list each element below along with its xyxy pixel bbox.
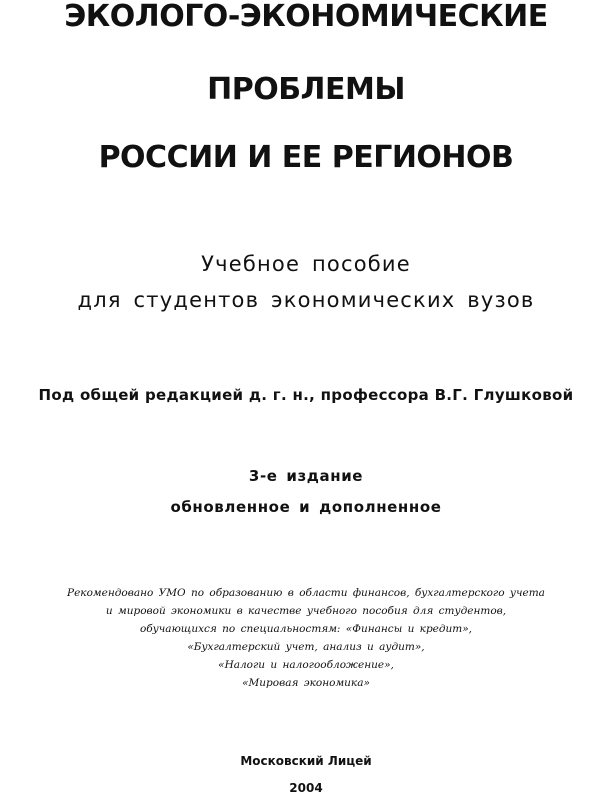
- editor-line: Под общей редакцией д. г. н., профессора В.Г. Глушковой: [38, 386, 574, 404]
- recommendation-line-5: «Налоги и налогообложение»,: [218, 659, 394, 671]
- subtitle-line-1: Учебное пособие: [201, 252, 411, 276]
- edition-line-1: 3-е издание: [248, 467, 364, 485]
- subtitle-line-2: для студентов экономических вузов: [77, 288, 535, 312]
- recommendation-line-2: и мировой экономики в качестве учебного пособия для студентов,: [105, 605, 507, 617]
- recommendation-line-3: обучающихся по специальностям: «Финансы и кредит»,: [139, 623, 473, 635]
- publisher-name: Московский Лицей: [240, 754, 372, 768]
- publication-year: 2004: [289, 781, 323, 795]
- book-title-line-3: РОССИИ И ЕЕ РЕГИОНОВ: [98, 140, 514, 175]
- book-title-line-1: ЭКОЛОГО-ЭКОНОМИЧЕСКИЕ: [64, 0, 548, 34]
- recommendation-line-6: «Мировая экономика»: [242, 677, 370, 689]
- recommendation-line-1: Рекомендовано УМО по образованию в области финансов, бухгалтерского учета: [67, 587, 545, 599]
- recommendation-line-4: «Бухгалтерский учет, анализ и аудит»,: [187, 641, 425, 653]
- book-title-line-2: ПРОБЛЕМЫ: [207, 72, 405, 107]
- edition-line-2: обновленное и дополненное: [170, 498, 442, 516]
